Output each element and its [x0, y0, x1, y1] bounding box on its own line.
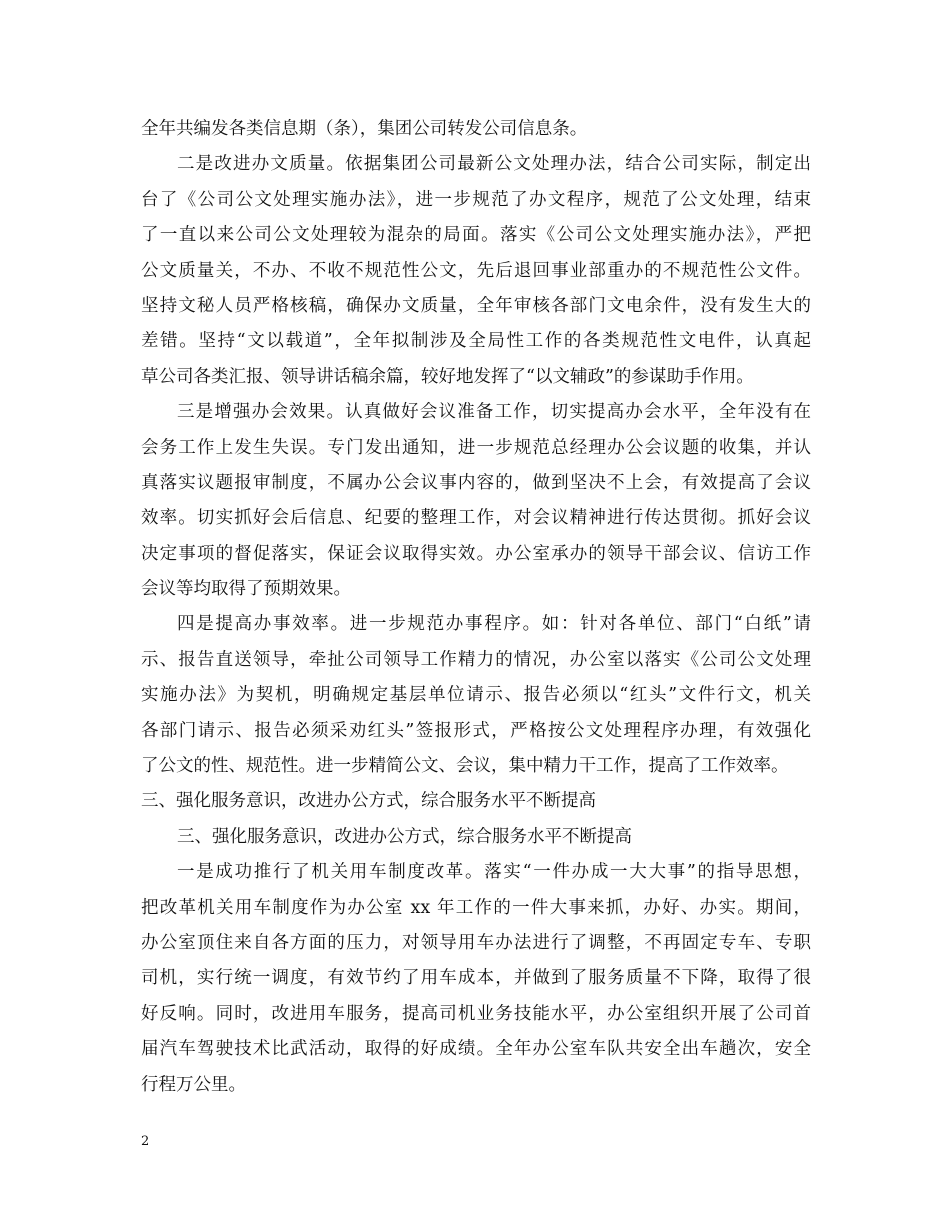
- text-line: 公文质量关，不办、不收不规范性公文，先后退回事业部重办的不规范性公文件。: [141, 260, 811, 281]
- text-line: 真落实议题报审制度，不属办公会议事内容的，做到坚决不上会，有效提高了会议: [141, 472, 811, 493]
- text-line: 会务工作上发生失误。专门发出通知，进一步规范总经理办公会议题的收集，并认: [141, 437, 811, 458]
- text-line: 三是增强办会效果。认真做好会议准备工作，切实提高办会水平，全年没有在: [177, 402, 811, 423]
- text-line: 二是改进办文质量。依据集团公司最新公文处理办法，结合公司实际，制定出: [177, 154, 811, 175]
- body-text: [141, 112, 811, 1103]
- text-line: 效率。切实抓好会后信息、纪要的整理工作，对会议精神进行传达贯彻。抓好会议: [141, 508, 811, 529]
- text-line: 全年共编发各类信息期（条），集团公司转发公司信息条。: [141, 119, 588, 139]
- text-line: 示、报告直送领导，牵扯公司领导工作精力的情况，办公室以落实《公司公文处理: [141, 649, 811, 670]
- text-line: 三、强化服务意识，改进办公方式，综合服务水平不断提高: [141, 791, 596, 812]
- text-line: 届汽车驾驶技术比武活动，取得的好成绩。全年办公室车队共安全出车趟次，安全: [141, 1039, 811, 1060]
- text-line: 坚持文秘人员严格核稿，确保办文质量，全年审核各部门文电余件，没有发生大的: [141, 295, 811, 316]
- text-line: 行程万公里。: [141, 1074, 246, 1095]
- text-line: 会议等均取得了预期效果。: [141, 579, 351, 600]
- text-line: 了一直以来公司公文处理较为混杂的局面。落实《公司公文处理实施办法》，严把: [141, 225, 811, 246]
- text-line: 四是提高办事效率。进一步规范办事程序。如：针对各单位、部门“白纸”请: [177, 614, 811, 635]
- text-line: 办公室顶住来自各方面的压力，对领导用车办法进行了调整，不再固定专车、专职: [141, 932, 811, 953]
- text-line: 司机，实行统一调度，有效节约了用车成本，并做到了服务质量不下降，取得了很: [141, 968, 811, 989]
- page-number: 2: [141, 1134, 150, 1149]
- text-line: 实施办法》为契机，明确规定基层单位请示、报告必须以“红头”文件行文，机关: [141, 685, 811, 706]
- text-line: 了公文的性、规范性。进一步精简公文、会议，集中精力干工作，提高了工作效率。: [141, 756, 789, 777]
- text-line: 三、强化服务意识，改进办公方式，综合服务水平不断提高: [177, 826, 632, 847]
- text-line: 草公司各类汇报、领导讲话稿余篇，较好地发挥了“以文辅政”的参谋助手作用。: [141, 366, 754, 387]
- text-line: 把改革机关用车制度作为办公室 xx 年工作的一件大事来抓，办好、办实。期间，: [141, 897, 811, 918]
- text-line: 台了《公司公文处理实施办法》，进一步规范了办文程序，规范了公文处理，结束: [141, 189, 811, 210]
- text-line: 一是成功推行了机关用车制度改革。落实“一件办成一大大事”的指导思想，: [177, 862, 811, 883]
- text-line: 差错。坚持“文以载道”，全年拟制涉及全局性工作的各类规范性文电件，认真起: [141, 331, 811, 352]
- text-line: 决定事项的督促落实，保证会议取得实效。办公室承办的领导干部会议、信访工作: [141, 543, 811, 564]
- text-line: 各部门请示、报告必须采劝红头”签报形式，严格按公文处理程序办理，有效强化: [141, 720, 811, 741]
- text-line: 好反响。同时，改进用车服务，提高司机业务技能水平，办公室组织开展了公司首: [141, 1003, 811, 1024]
